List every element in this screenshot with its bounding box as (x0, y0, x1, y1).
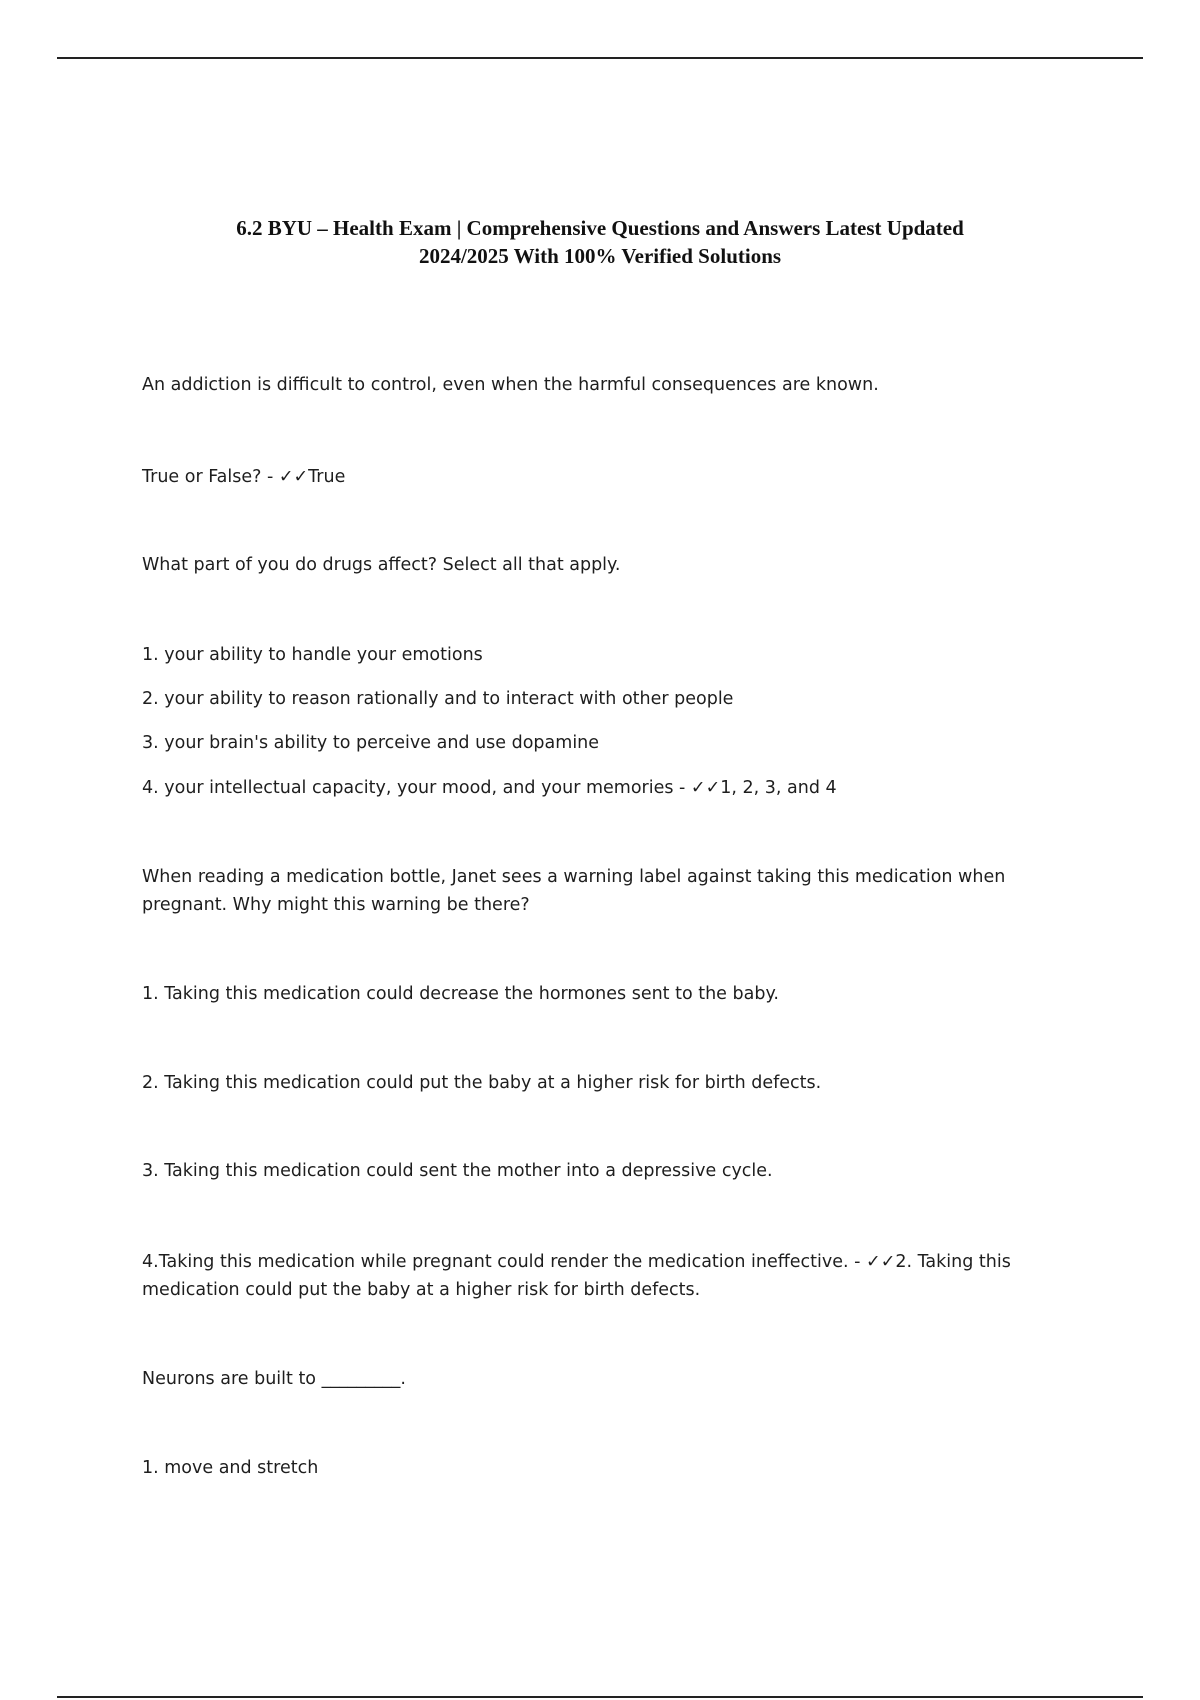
question-2-option-1: 1. your ability to handle your emotions (142, 645, 483, 665)
title-line-2: 2024/2025 With 100% Verified Solutions (418, 244, 782, 268)
question-3-option-4-answer: 4.Taking this medication while pregnant could render the medication ineffective. - ✓✓2. Taking this medication could put the baby at a higher risk for birth defects. (142, 1252, 1011, 1300)
question-2-option-4-answer: 4. your intellectual capacity, your mood, and your memories - ✓✓1, 2, 3, and 4 (142, 778, 837, 798)
question-3-option-3: 3. Taking this medication could sent the mother into a depressive cycle. (142, 1161, 773, 1181)
title-line-1: 6.2 BYU – Health Exam | Comprehensive Questions and Answers Latest Updated (236, 216, 964, 240)
question-2-text: What part of you do drugs affect? Select all that apply. (142, 555, 621, 575)
question-3-option-2: 2. Taking this medication could put the baby at a higher risk for birth defects. (142, 1073, 822, 1093)
question-2-option-3: 3. your brain's ability to perceive and use dopamine (142, 733, 600, 753)
footer-rule (57, 1696, 1143, 1698)
question-3-text: When reading a medication bottle, Janet sees a warning label against taking this medication when pregnant. Why might this warning be there? (142, 867, 1006, 915)
question-2-option-2: 2. your ability to reason rationally and to interact with other people (142, 689, 734, 709)
question-3-option-1: 1. Taking this medication could decrease the hormones sent to the baby. (142, 984, 779, 1004)
question-1-statement: An addiction is difficult to control, even when the harmful consequences are known. (142, 375, 879, 395)
question-4-text: Neurons are built to _________. (142, 1369, 406, 1389)
question-4-option-1: 1. move and stretch (142, 1458, 319, 1478)
question-1-answer: True or False? - ✓✓True (142, 467, 346, 487)
document-title (150, 214, 1050, 270)
header-rule (57, 57, 1143, 59)
